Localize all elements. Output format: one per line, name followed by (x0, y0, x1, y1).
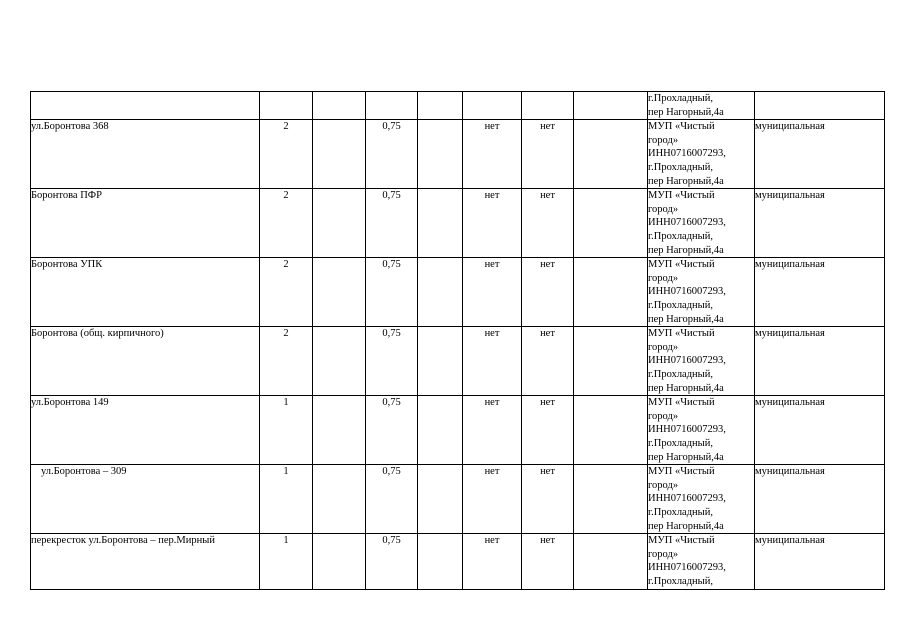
address-cell: Боронтова (общ. кирпичного) (31, 327, 260, 396)
count-cell: 1 (260, 396, 313, 465)
org-line: ИНН0716007293, (648, 217, 726, 229)
area-cell: 0,75 (366, 120, 418, 189)
count-cell: 2 (260, 189, 313, 258)
empty-cell (418, 120, 463, 189)
flag-a-cell (463, 92, 522, 120)
org-line: пер Нагорный,4а (648, 244, 724, 256)
flag-b-cell: нет (522, 258, 574, 327)
org-line: МУП «Чистый (648, 121, 715, 133)
table-body (31, 92, 885, 590)
flag-a-cell: нет (463, 465, 522, 534)
address-cell: Боронтова ПФР (31, 189, 260, 258)
org-line: г.Прохладный, (648, 161, 713, 173)
org-line: пер Нагорный,4а (648, 106, 724, 118)
empty-cell (313, 396, 366, 465)
ownership-cell: муниципальная (755, 396, 885, 465)
count-cell: 2 (260, 258, 313, 327)
empty-cell (418, 327, 463, 396)
address-cell: ул.Боронтова 368 (31, 120, 260, 189)
flag-b-cell: нет (522, 534, 574, 589)
empty-cell (418, 465, 463, 534)
organization-cell (648, 120, 755, 189)
org-line: г.Прохладный, (648, 437, 713, 449)
org-line: город» (648, 410, 679, 422)
flag-b-cell (522, 92, 574, 120)
count-cell: 1 (260, 534, 313, 589)
table-row (31, 120, 885, 189)
ownership-cell: муниципальная (755, 189, 885, 258)
table-row (31, 534, 885, 589)
org-line: город» (648, 341, 679, 353)
count-cell (260, 92, 313, 120)
flag-a-cell: нет (463, 189, 522, 258)
org-line: ИНН0716007293, (648, 148, 726, 160)
flag-b-cell: нет (522, 189, 574, 258)
org-line: г.Прохладный, (648, 230, 713, 242)
org-line: МУП «Чистый (648, 535, 715, 547)
empty-cell (418, 534, 463, 589)
org-line: МУП «Чистый (648, 328, 715, 340)
org-line: МУП «Чистый (648, 259, 715, 271)
empty-cell (418, 258, 463, 327)
org-line: г.Прохладный, (648, 506, 713, 518)
empty-cell (574, 120, 648, 189)
count-cell: 2 (260, 120, 313, 189)
empty-cell (313, 189, 366, 258)
organization-cell (648, 92, 755, 120)
empty-cell (313, 92, 366, 120)
area-cell: 0,75 (366, 396, 418, 465)
area-cell (366, 92, 418, 120)
empty-cell (313, 327, 366, 396)
org-line: ИНН0716007293, (648, 286, 726, 298)
organization-cell (648, 327, 755, 396)
empty-cell (574, 92, 648, 120)
org-line: ИНН0716007293, (648, 562, 726, 574)
empty-cell (313, 258, 366, 327)
empty-cell (418, 92, 463, 120)
address-cell: Боронтова УПК (31, 258, 260, 327)
area-cell: 0,75 (366, 465, 418, 534)
empty-cell (574, 258, 648, 327)
empty-cell (574, 189, 648, 258)
waste-sites-table (30, 91, 885, 590)
area-cell: 0,75 (366, 258, 418, 327)
org-line: г.Прохладный, (648, 299, 713, 311)
ownership-cell: муниципальная (755, 120, 885, 189)
empty-cell (574, 327, 648, 396)
organization-cell (648, 465, 755, 534)
org-line: пер Нагорный,4а (648, 313, 724, 325)
org-line: город» (648, 479, 679, 491)
flag-b-cell: нет (522, 465, 574, 534)
address-cell (31, 92, 260, 120)
address-cell: ул.Боронтова 149 (31, 396, 260, 465)
org-line: МУП «Чистый (648, 397, 715, 409)
org-line: ИНН0716007293, (648, 493, 726, 505)
count-cell: 2 (260, 327, 313, 396)
flag-b-cell: нет (522, 396, 574, 465)
count-cell: 1 (260, 465, 313, 534)
empty-cell (574, 534, 648, 589)
flag-a-cell: нет (463, 258, 522, 327)
organization-cell (648, 258, 755, 327)
empty-cell (418, 396, 463, 465)
org-line: пер Нагорный,4а (648, 451, 724, 463)
flag-a-cell: нет (463, 534, 522, 589)
org-line: г.Прохладный, (648, 368, 713, 380)
table-row (31, 327, 885, 396)
organization-cell (648, 534, 755, 589)
org-line: ИНН0716007293, (648, 424, 726, 436)
table-row (31, 189, 885, 258)
empty-cell (313, 120, 366, 189)
table-row-continued (31, 92, 885, 120)
org-line: г.Прохладный, (648, 93, 713, 104)
area-cell: 0,75 (366, 189, 418, 258)
ownership-cell: муниципальная (755, 465, 885, 534)
org-line: город» (648, 134, 679, 146)
area-cell: 0,75 (366, 327, 418, 396)
flag-b-cell: нет (522, 327, 574, 396)
flag-a-cell: нет (463, 120, 522, 189)
address-cell: перекресток ул.Боронтова – пер.Мирный (31, 534, 260, 589)
org-line: г.Прохладный, (648, 575, 713, 587)
org-line: пер Нагорный,4а (648, 520, 724, 532)
org-line: МУП «Чистый (648, 466, 715, 478)
org-line: МУП «Чистый (648, 190, 715, 202)
empty-cell (574, 465, 648, 534)
org-line: пер Нагорный,4а (648, 175, 724, 187)
organization-cell (648, 396, 755, 465)
empty-cell (313, 534, 366, 589)
flag-a-cell: нет (463, 396, 522, 465)
empty-cell (418, 189, 463, 258)
org-line: город» (648, 272, 679, 284)
ownership-cell: муниципальная (755, 258, 885, 327)
org-line: ИНН0716007293, (648, 355, 726, 367)
flag-b-cell: нет (522, 120, 574, 189)
table-row (31, 465, 885, 534)
empty-cell (574, 396, 648, 465)
organization-cell (648, 189, 755, 258)
area-cell: 0,75 (366, 534, 418, 589)
table-row (31, 396, 885, 465)
org-line: город» (648, 548, 679, 560)
flag-a-cell: нет (463, 327, 522, 396)
org-line: пер Нагорный,4а (648, 382, 724, 394)
empty-cell (313, 465, 366, 534)
ownership-cell (755, 92, 885, 120)
table-row (31, 258, 885, 327)
ownership-cell: муниципальная (755, 327, 885, 396)
org-line: город» (648, 203, 679, 215)
ownership-cell: муниципальная (755, 534, 885, 589)
address-cell: ул.Боронтова – 309 (31, 465, 260, 534)
